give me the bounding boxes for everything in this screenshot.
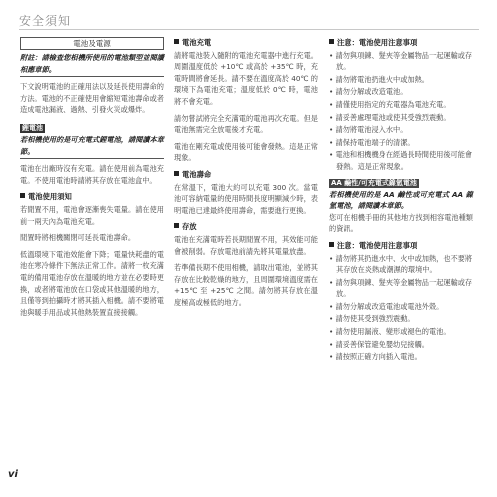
- square-bullet-icon: [20, 193, 25, 198]
- section-box-heading: 電池及電源: [20, 37, 164, 50]
- list-item: • 請勿將電池扔進火中或加熱。: [329, 74, 473, 86]
- charging-heading: 電池充電: [174, 37, 318, 49]
- shipped-uncharged-paragraph: 電池在出廠時沒有充電。請在使用前為電池充電。不使用電池時請將其存放在電池盒中。: [20, 164, 164, 185]
- storage-paragraph-1: 電池在充滿電時若長期閒置不用，其效能可能會被削弱。存放電池前請先將其電量放盡。: [174, 234, 318, 256]
- list-item: • 請勿將電池浸入水中。: [329, 124, 473, 136]
- list-item: • 請按照正確方向插入電池。: [329, 351, 473, 363]
- aa-battery-note: 若相機使用的是 AA 鹼性或可充電式 AA 鎳氫電池，請閱讀本章節。: [329, 189, 473, 211]
- title-divider: [19, 29, 479, 30]
- lithium-battery-note: 若相機使用的是可充電式鋰電池，請閱讀本章節。: [20, 134, 164, 156]
- list-item: • 請僅使用指定的充電器為電池充電。: [329, 99, 473, 111]
- lithium-battery-tag: 鋰電池: [22, 123, 43, 132]
- divider: [20, 158, 164, 159]
- list-item: • 請勿使用漏液、變形或褪色的電池。: [329, 326, 473, 338]
- list-item: • 電池和相機機身在經過長時間使用後可能會發熱。這是正常現象。: [329, 149, 473, 172]
- list-item: • 請勿與項鍊、髮夾等金屬物品一起運輸或存放。: [329, 277, 473, 300]
- caution-heading-2: 注意：電池使用注意事項: [329, 240, 473, 252]
- aa-battery-tag: AA 鹼性/可充電式鎳氫電池: [331, 178, 417, 187]
- battery-type-note: 附註：請檢查您相機所使用的電池類型並閱讀相應章節。: [20, 53, 164, 74]
- square-bullet-icon: [329, 39, 334, 44]
- charging-paragraph-1: 請將電池裝入隨附的電池充電器中進行充電。周圍溫度低於 +10℃ 或高於 +35℃ 時，充電時間將會延長。請不要在溫度高於 40℃ 的環境下為電池充電；溫度低於 0℃ 時，電池將不會充電。: [174, 50, 318, 106]
- square-bullet-icon: [174, 171, 179, 176]
- aa-battery-paragraph: 您可在相機手冊的其他地方找到相容電池種類的資訊。: [329, 212, 473, 234]
- battery-life-heading: 電池壽命: [174, 169, 318, 181]
- square-bullet-icon: [174, 39, 179, 44]
- battery-use-heading: 電池使用須知: [20, 191, 164, 203]
- list-item: • 請保持電池端子的清潔。: [329, 137, 473, 149]
- divider: [20, 76, 164, 77]
- column-1: [20, 37, 164, 323]
- battery-use-paragraph-3: 低溫環境下電池效能會下降；電量快耗盡的電池在寒冷條件下無法正常工作。請將一枚充滿電的備用電池存放在溫暖的地方並在必要時更換，或者將電池放在口袋或其他溫暖的地方，且僅等到拍攝時才將其插入相機。請不要將電池與暖手用品或其他熱裝置直接接觸。: [20, 249, 164, 317]
- caution-list-2: [329, 253, 473, 363]
- battery-use-paragraph-1: 若閒置不用，電池會逐漸喪失電量。請在使用前一兩天內為電池充電。: [20, 204, 164, 226]
- caution-heading-1: 注意：電池使用注意事項: [329, 37, 473, 49]
- column-3: [329, 37, 473, 366]
- storage-heading: 存放: [174, 221, 318, 233]
- page-title: 安全須知: [19, 14, 72, 28]
- list-item: • 請勿使其受到強烈震動。: [329, 313, 473, 325]
- list-item: • 請勿與項鍊、髮夾等金屬物品一起運輸或存放。: [329, 50, 473, 73]
- list-item: • 請勿將其扔進水中、火中或加熱，也不要將其存放在炎熱或潮濕的環境中。: [329, 253, 473, 276]
- charging-paragraph-3: 電池在剛充電或使用後可能會發熱。這是正常現象。: [174, 141, 318, 163]
- square-bullet-icon: [174, 223, 179, 228]
- list-item: • 請妥善處理電池或使其受強烈震動。: [329, 112, 473, 124]
- page-number: vi: [8, 469, 18, 480]
- storage-paragraph-2: 若準備長期不使用相機，請取出電池，並將其存放在比較乾燥的地方，且周圍環境溫度需在 +15℃ 至 +25℃ 之間。請勿將其存放在溫度極高或極低的地方。: [174, 263, 318, 307]
- battery-use-paragraph-2: 閒置時將相機關閉可延長電池壽命。: [20, 233, 136, 243]
- list-item: • 請妥善保管避免嬰幼兒接觸。: [329, 339, 473, 351]
- intro-paragraph: 下文說明電池的正確用法以及延長使用壽命的方法。電池的不正確使用會縮短電池壽命或者造成電池漏液、過熱、引發火災或爆炸。: [20, 82, 164, 115]
- list-item: • 請勿分解或改造電池或電池外殼。: [329, 301, 473, 313]
- charging-paragraph-2: 請勿嘗試將完全充滿電的電池再次充電。但是電池無需完全放電後才充電。: [174, 113, 318, 135]
- list-item: • 請勿分解或改造電池。: [329, 86, 473, 98]
- square-bullet-icon: [329, 242, 334, 247]
- battery-life-paragraph: 在常溫下，電池大約可以充電 300 次。當電池可容納電量的使用時間長度明顯減少時，表明電池已達最終使用壽命，需要進行更換。: [174, 182, 318, 215]
- caution-list-1: [329, 50, 473, 173]
- column-2: [174, 37, 318, 313]
